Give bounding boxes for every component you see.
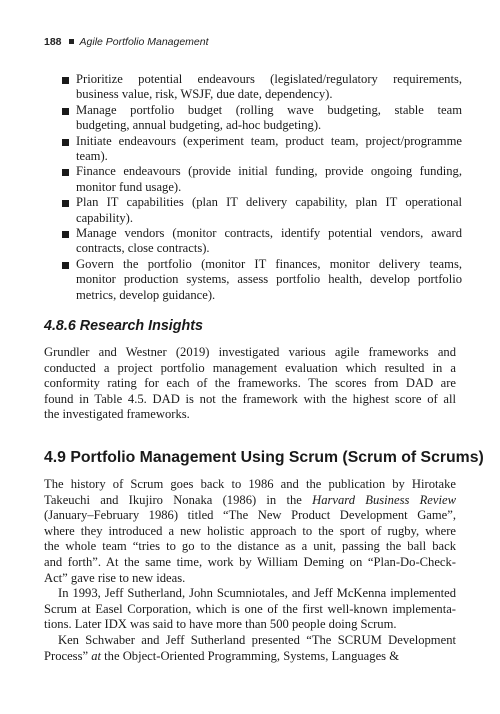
list-item: Plan IT capabilities (plan IT delivery capability, plan IT operational capability). — [62, 195, 462, 226]
square-bullet-icon — [62, 169, 69, 176]
square-bullet-icon — [62, 139, 69, 146]
bullet-list — [62, 72, 462, 303]
square-bullet-icon — [62, 231, 69, 238]
list-item: Initiate endeavours (experiment team, product team, project/programme team). — [62, 134, 462, 165]
square-bullet-icon — [62, 262, 69, 269]
page-number: 188 — [44, 36, 62, 48]
paragraph: In 1993, Jeff Sutherland, John Scumniotales, and Jeff McKenna implemented Scrum at Easel Corporation, which is one of the first well-known implementa- tions. Later IDX was said to have more than 500 people doing Scrum. — [44, 586, 456, 632]
list-item: Finance endeavours (provide initial funding, provide ongoing funding, monitor fund usage). — [62, 164, 462, 195]
square-bullet-icon — [62, 200, 69, 207]
running-header — [44, 36, 209, 48]
square-bullet-icon — [62, 108, 69, 115]
square-bullet-icon — [62, 77, 69, 84]
paragraph: Ken Schwaber and Jeff Sutherland presented “The SCRUM Development Process” at the Object-Oriented Programming, Systems, Languages & — [44, 632, 456, 663]
running-title: Agile Portfolio Management — [79, 36, 209, 48]
list-item: Prioritize potential endeavours (legislated/regulatory requirements, business value, risk, WSJF, due date, dependency). — [62, 72, 462, 103]
square-bullet-icon — [69, 39, 74, 44]
section-4-9-body — [44, 477, 456, 664]
list-item: Manage vendors (monitor contracts, identify potential vendors, award contracts, close contracts). — [62, 226, 462, 257]
research-insights-paragraph: Grundler and Westner (2019) investigated various agile frameworks and conducted a project portfolio management evaluation which resulted in a conformity rating for each of the frameworks. The scores from DAD are found in Table 4.5. DAD is not the framework with the highest score of all the investigated frameworks. — [44, 345, 456, 422]
section-heading-4-8-6: 4.8.6 Research Insights — [44, 318, 203, 334]
section-heading-4-9: 4.9 Portfolio Management Using Scrum (Scrum of Scrums) — [44, 449, 484, 466]
journal-title: Harvard Business Review — [312, 492, 456, 507]
paragraph: The history of Scrum goes back to 1986 and the publication by Hirotake Takeuchi and Ikujiro Nonaka (1986) in the Harvard Business Review (January–February 1986) titled “The New Product Development Game”, where they introduced a new holistic approach to the sport of rugby, where the whole team “tries to go to the distance as a unit, passing the ball back and forth”. At the same time, work by William Deming on “Plan-Do-Check- Act” gave rise to new ideas. — [44, 477, 456, 585]
list-item: Manage portfolio budget (rolling wave budgeting, stable team budgeting, annual budgeting, ad-hoc budgeting). — [62, 103, 462, 134]
list-item: Govern the portfolio (monitor IT finances, monitor delivery teams, monitor production systems, assess portfolio health, develop portfolio metrics, develop guidance). — [62, 257, 462, 303]
